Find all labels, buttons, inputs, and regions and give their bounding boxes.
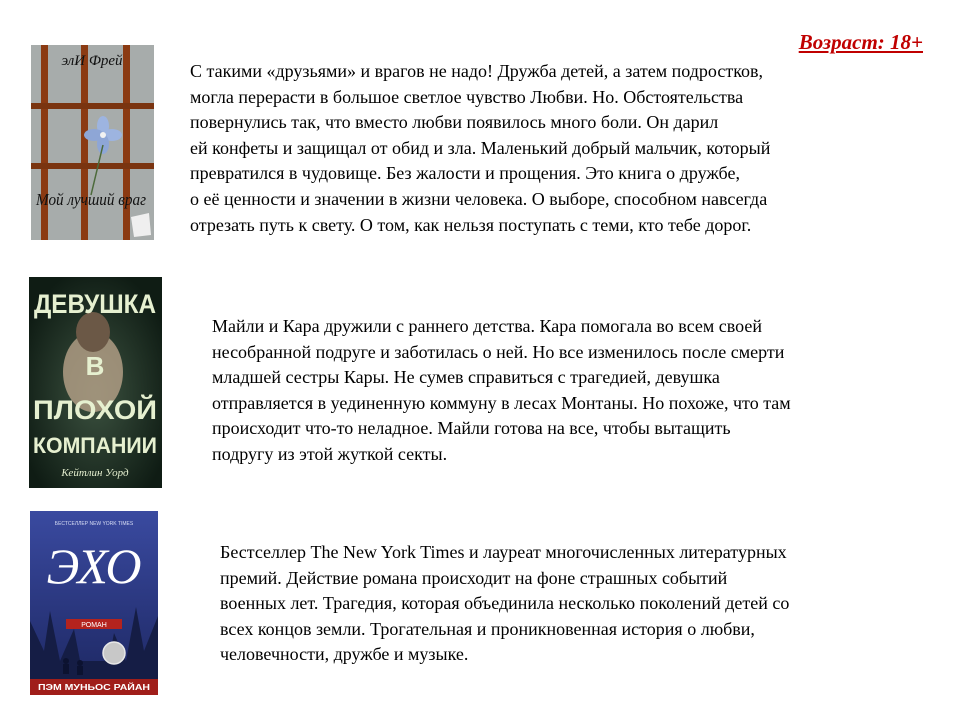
description-line: происходит что-то неладное. Майли готова на все, чтобы вытащить bbox=[212, 418, 731, 439]
cover-ribbon-text: РОМАН bbox=[81, 622, 107, 629]
book-cover-eho bbox=[30, 511, 158, 695]
cover-title-line: ПЛОХОЙ bbox=[33, 395, 150, 425]
description-line: отрезать путь к свету. О том, как нельзя поступать с теми, кто тебе дорог. bbox=[190, 214, 752, 235]
description-line: человечности, дружбе и музыке. bbox=[220, 644, 469, 665]
cover-title-text: Мой лучший враг bbox=[35, 190, 147, 209]
age-rating: Возраст: 18+ bbox=[798, 30, 923, 54]
description-line: несобранной подруге и заботилась о ней. Но все изменилось после смерти bbox=[212, 341, 785, 362]
cover-author-text: Кейтлин Уорд bbox=[61, 467, 129, 479]
description-line: Майли и Кара дружили с раннего детства. Кара помогала во всем своей bbox=[212, 316, 762, 336]
description-line: отправляется в уединенную коммуну в лесах Монтаны. Но похоже, что там bbox=[212, 392, 791, 413]
description-line: могла перерасти в большое светлое чувство Любви. Но. Обстоятельства bbox=[190, 86, 744, 107]
description-line: С такими «друзьями» и врагов не надо! Дружба детей, а затем подростков, bbox=[190, 61, 764, 81]
description-line: премий. Действие романа происходит на фоне страшных событий bbox=[220, 567, 728, 588]
cover-title-text: ЭХО bbox=[46, 538, 142, 594]
book-description-1 bbox=[190, 59, 770, 238]
description-line: о её ценности и значении в жизни человека. О выборе, способном навсегда bbox=[190, 188, 768, 209]
cover-author-text: элИ Фрей bbox=[61, 53, 123, 69]
description-line: повернулись так, что вместо любви появилось много боли. Он дарил bbox=[190, 112, 719, 133]
cover-top-text: БЕСТСЕЛЛЕР NEW YORK TIMES bbox=[54, 521, 134, 527]
description-line: Бестселлер The New York Times и лауреат многочисленных литературных bbox=[220, 542, 787, 562]
cover-title-line: КОМПАНИИ bbox=[33, 433, 157, 458]
book-cover-devushka-v-plohoi-kompanii bbox=[29, 277, 162, 488]
cover-author-text: ПЭМ МУНЬОС РАЙАН bbox=[38, 683, 151, 692]
cover-title-line: В bbox=[85, 351, 105, 381]
book-description-3 bbox=[220, 540, 789, 668]
description-line: военных лет. Трагедия, которая объединила несколько поколений детей со bbox=[220, 593, 790, 614]
description-line: ей конфеты и защищал от обид и зла. Маленький добрый мальчик, который bbox=[190, 137, 771, 158]
description-line: всех концов земли. Трогательная и проникновенная история о любви, bbox=[220, 618, 755, 639]
book-description-2 bbox=[212, 314, 791, 468]
description-line: младшей сестры Кары. Не сумев справиться с трагедией, девушка bbox=[212, 367, 720, 388]
cover-title-line: ДЕВУШКА bbox=[34, 289, 156, 319]
description-line: превратился в чудовище. Без жалости и прощения. Это книга о дружбе, bbox=[190, 163, 740, 184]
book-cover-moi-luchshii-vrag bbox=[31, 45, 154, 240]
description-line: подругу из этой жуткой секты. bbox=[212, 443, 448, 464]
